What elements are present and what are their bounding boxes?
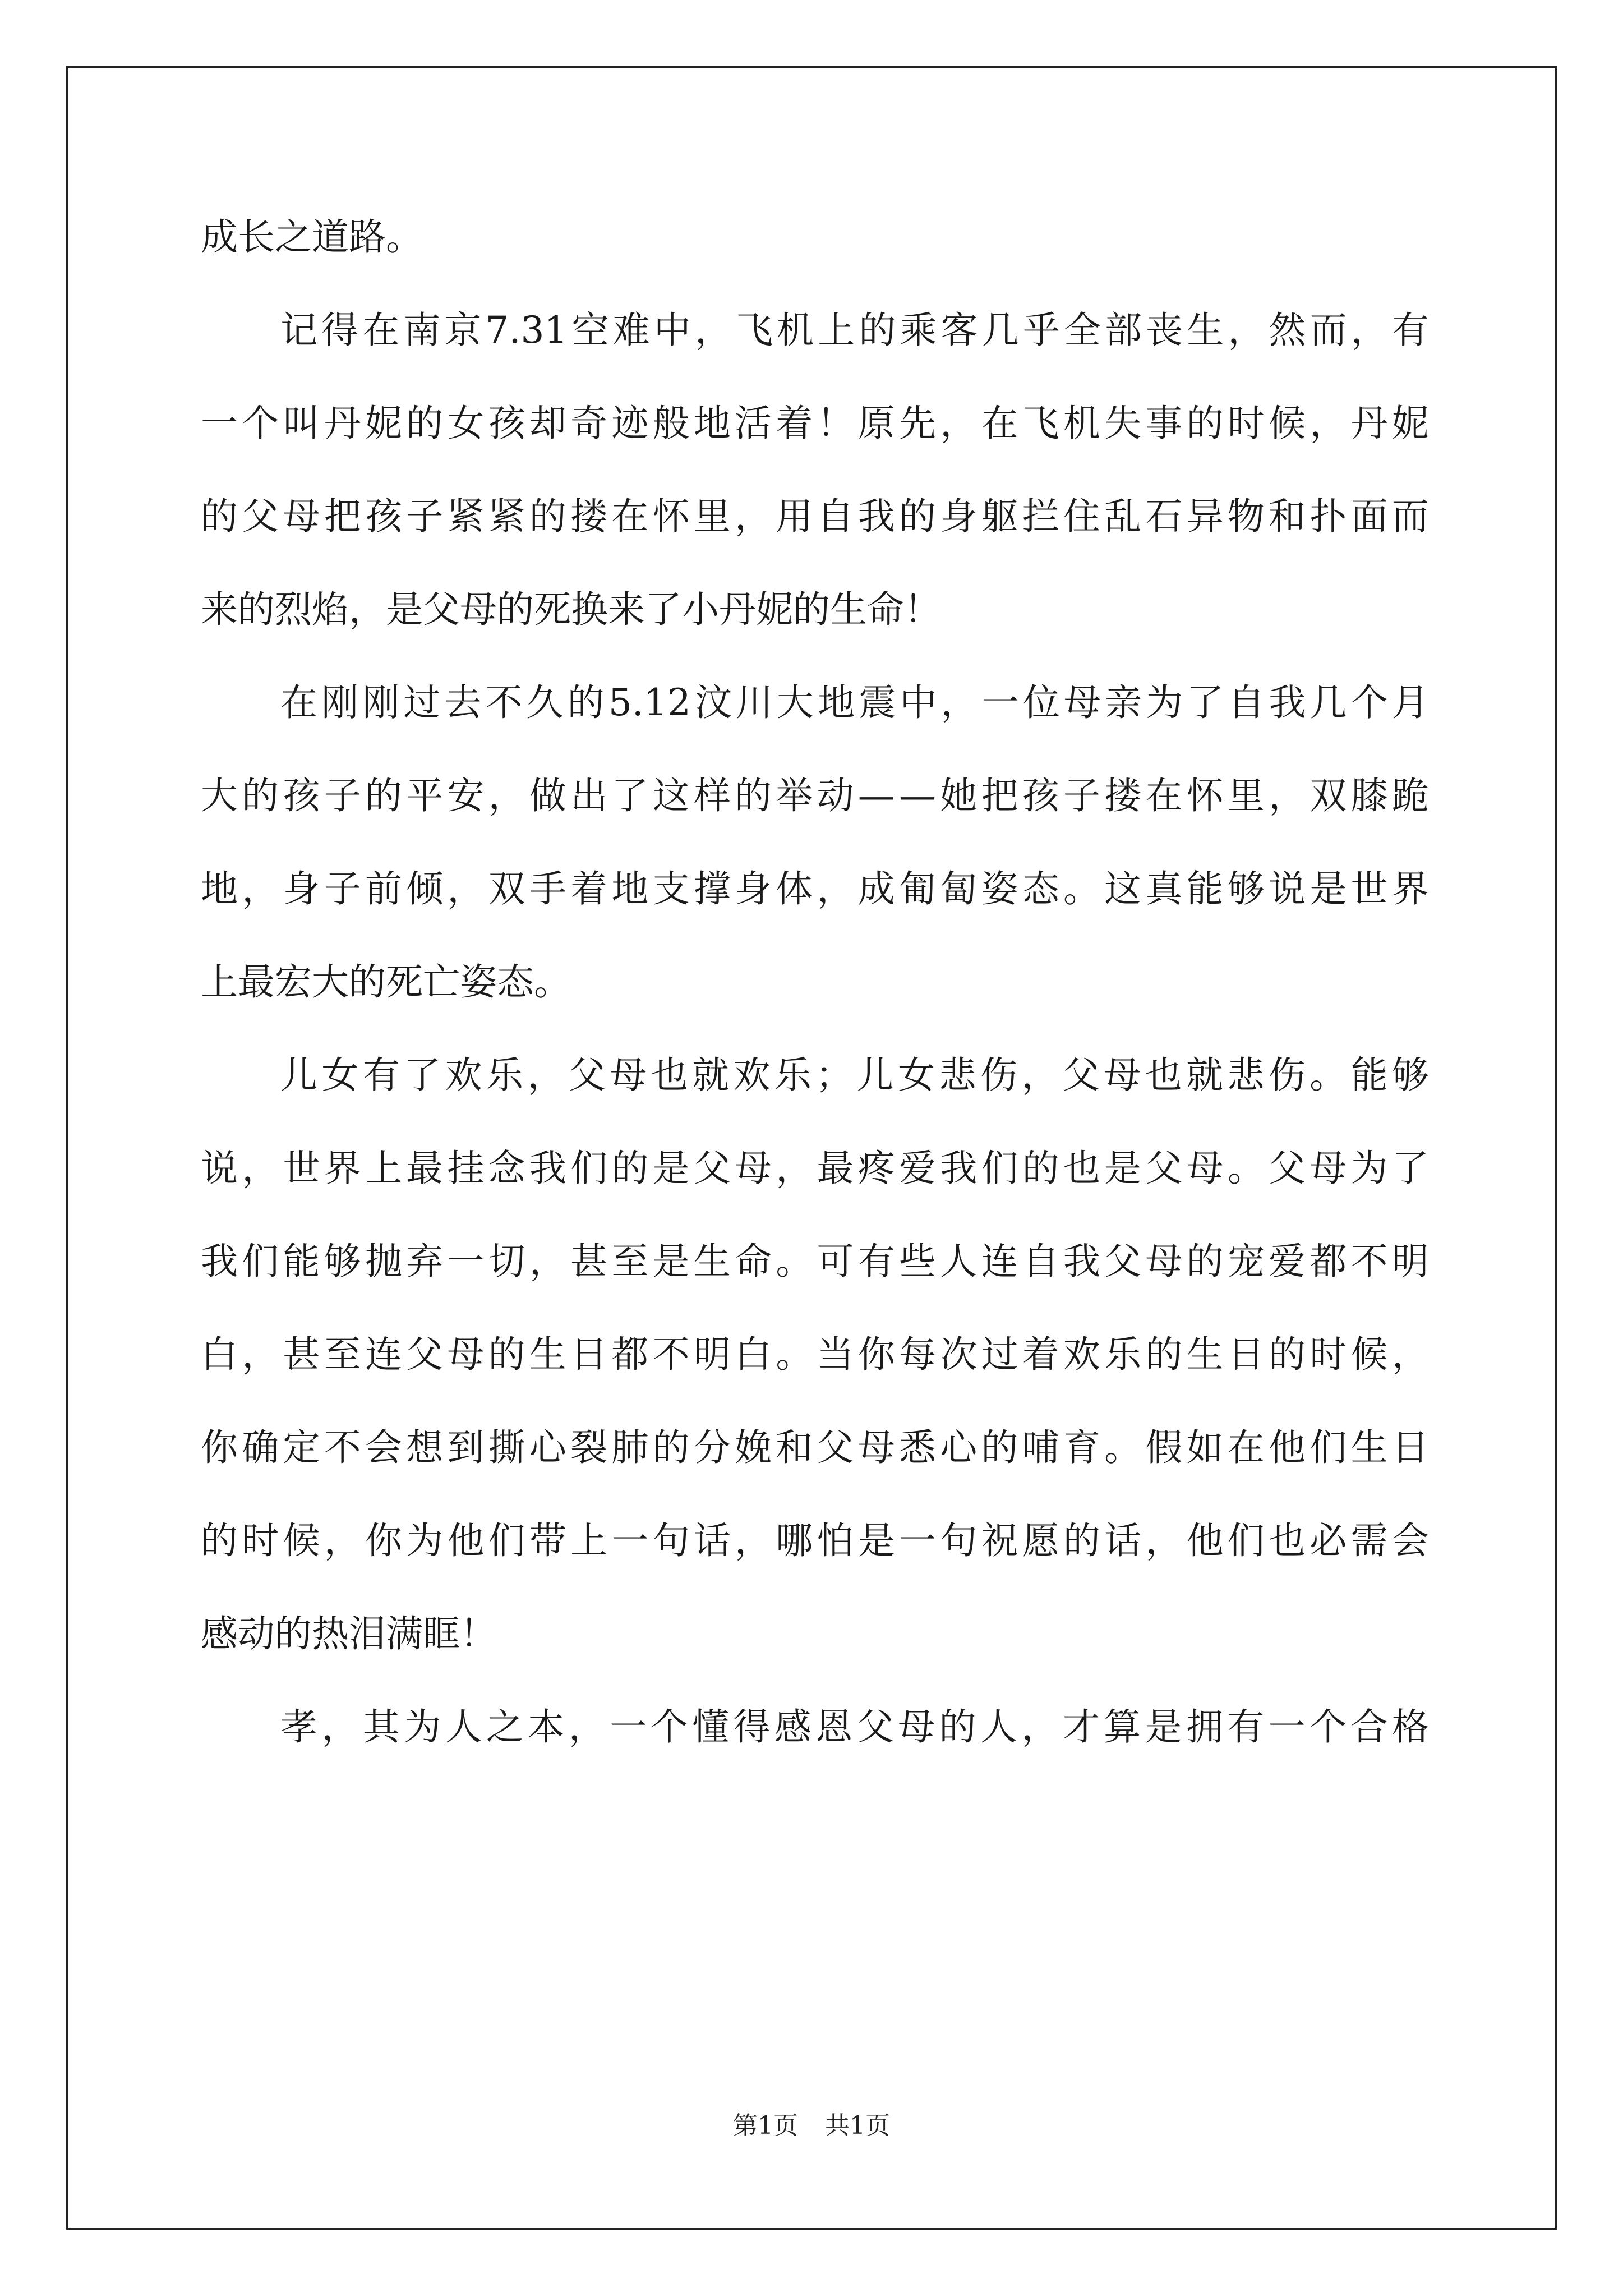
text-line: 记 得 在 南 京 7.31 空 难 中 ， 飞 机 上 的 乘 客 几 乎 全 部 丧 生 ， 然 而 ， 有 — [280, 309, 1429, 352]
text-line: 感动的热泪满眶！ — [201, 1612, 497, 1655]
document-body — [201, 191, 1429, 1774]
page-number: 第1页 — [733, 2111, 798, 2140]
text-line: 地 ， 身 子 前 倾 ， 双 手 着 地 支 撑 身 体 ， 成 匍 匐 姿 态 。 这 真 能 够 说 是 世 界 — [201, 867, 1429, 910]
text-line: 孝 ， 其 为 人 之 本 ， 一 个 懂 得 感 恩 父 母 的 人 ， 才 算 是 拥 有 一 个 合 格 — [280, 1705, 1429, 1749]
text-line: 在 刚 刚 过 去 不 久 的 5.12 汶 川 大 地 震 中 ， 一 位 母 亲 为 了 自 我 几 个 月 — [280, 681, 1429, 724]
text-line: 我 们 能 够 抛 弃 一 切 ， 甚 至 是 生 命 。 可 有 些 人 连 自 我 父 母 的 宠 爱 都 不 明 — [201, 1240, 1429, 1283]
text-line: 的 父 母 把 孩 子 紧 紧 的 搂 在 怀 里 ， 用 自 我 的 身 躯 拦 住 乱 石 异 物 和 扑 面 而 — [201, 495, 1429, 538]
text-line: 来的烈焰，是父母的死换来了小丹妮的生命！ — [201, 588, 941, 631]
text-line: 成长之道路。 — [201, 215, 423, 259]
text-line: 你 确 定 不 会 想 到 撕 心 裂 肺 的 分 娩 和 父 母 悉 心 的 哺 育 。 假 如 在 他 们 生 日 — [201, 1426, 1429, 1469]
text-line: 一 个 叫 丹 妮 的 女 孩 却 奇 迹 般 地 活 着 ！ 原 先 ， 在 飞 机 失 事 的 时 候 ， 丹 妮 — [201, 402, 1429, 445]
text-line: 上最宏大的死亡姿态。 — [201, 960, 571, 1004]
text-line: 大 的 孩 子 的 平 安 ， 做 出 了 这 样 的 举 动 — — 她 把 孩 子 搂 在 怀 里 ， 双 膝 跪 — [201, 774, 1429, 817]
page-total: 共1页 — [825, 2111, 890, 2140]
page-footer — [0, 2109, 1623, 2143]
text-line: 说 ， 世 界 上 最 挂 念 我 们 的 是 父 母 ， 最 疼 爱 我 们 的 也 是 父 母 。 父 母 为 了 — [201, 1147, 1429, 1190]
text-line: 儿 女 有 了 欢 乐 ， 父 母 也 就 欢 乐 ； 儿 女 悲 伤 ， 父 母 也 就 悲 伤 。 能 够 — [280, 1053, 1429, 1097]
text-line: 白 ， 甚 至 连 父 母 的 生 日 都 不 明 白 。 当 你 每 次 过 着 欢 乐 的 生 日 的 时 候 ， — [201, 1333, 1429, 1376]
text-line: 的 时 候 ， 你 为 他 们 带 上 一 句 话 ， 哪 怕 是 一 句 祝 愿 的 话 ， 他 们 也 必 需 会 — [201, 1519, 1429, 1562]
